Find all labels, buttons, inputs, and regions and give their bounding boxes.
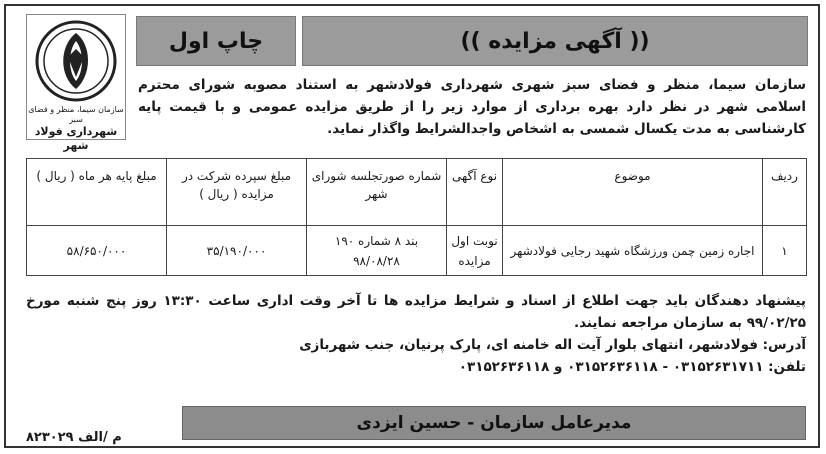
logo-name: شهرداری فولاد شهر: [34, 125, 118, 152]
advertisement-code: ۸۲۳۰۲۹ م /الف: [26, 430, 122, 445]
header-council-number: شماره صورتجلسه شورای شهر: [307, 159, 447, 226]
cell-notice-type: نوبت اول مزایده: [447, 226, 503, 276]
header-subject: موضوع: [503, 159, 763, 226]
phone-line: تلفن: ۰۳۱۵۲۶۳۱۷۱۱ - ۰۳۱۵۲۶۳۶۱۱۸ و ۰۳۱۵۲۶۳۶۱۱۸: [458, 359, 806, 375]
header-monthly-base-price: مبلغ پایه هر ماه ( ریال ): [27, 159, 167, 226]
cell-deposit-amount: ۳۵/۱۹۰/۰۰۰: [167, 226, 307, 276]
advertisement-title: (( آگهی مزایده )): [302, 16, 808, 66]
organization-logo: [26, 14, 126, 152]
footer-details: [26, 290, 806, 378]
submission-notice: پیشنهاد دهندگان باید جهت اطلاع از اسناد و شرایط مزایده ها تا آخر وقت اداری ساعت ۱۳:۳۰ روز پنج شنبه مورخ ۹۹/۰۲/۲۵ به سازمان مراجعه نمایند.: [26, 293, 806, 331]
intro-paragraph: سازمان سیما، منظر و فضای سبز شهری شهرداری فولادشهر به استناد مصوبه شورای محترم اسلامی شهر در نظر دارد بهره برداری از موارد زیر را از طریق مزایده عمومی و با قیمت پایه کارشناسی به مدت یکسال شمسی به اشخاص واجدالشرایط واگذار نماید.: [138, 77, 806, 137]
table-header-row: [27, 159, 807, 226]
table-row: [27, 226, 807, 276]
logo-emblem-icon: [34, 19, 118, 103]
cell-subject: اجاره زمین چمن ورزشگاه شهید رجایی فولادشهر: [503, 226, 763, 276]
advertisement-frame: [4, 4, 820, 448]
cell-row-number: ۱: [763, 226, 807, 276]
print-edition-label: چاپ اول: [136, 16, 296, 66]
cell-monthly-base-price: ۵۸/۶۵۰/۰۰۰: [27, 226, 167, 276]
header-notice-type: نوع آگهی: [447, 159, 503, 226]
header-row-number: ردیف: [763, 159, 807, 226]
logo-subtitle: سازمان سیما، منظر و فضای سبز: [28, 105, 124, 124]
signature-box: مدیرعامل سازمان - حسین ایزدی: [182, 406, 806, 440]
cell-council-number: بند ۸ شماره ۱۹۰ ۹۸/۰۸/۲۸: [307, 226, 447, 276]
auction-items-table: [26, 158, 807, 276]
address-line: آدرس: فولادشهر، انتهای بلوار آیت اله خامنه ای، پارک پرنیان، جنب شهربازی: [299, 337, 806, 353]
header-deposit-amount: مبلغ سپرده شرکت در مزایده ( ریال ): [167, 159, 307, 226]
